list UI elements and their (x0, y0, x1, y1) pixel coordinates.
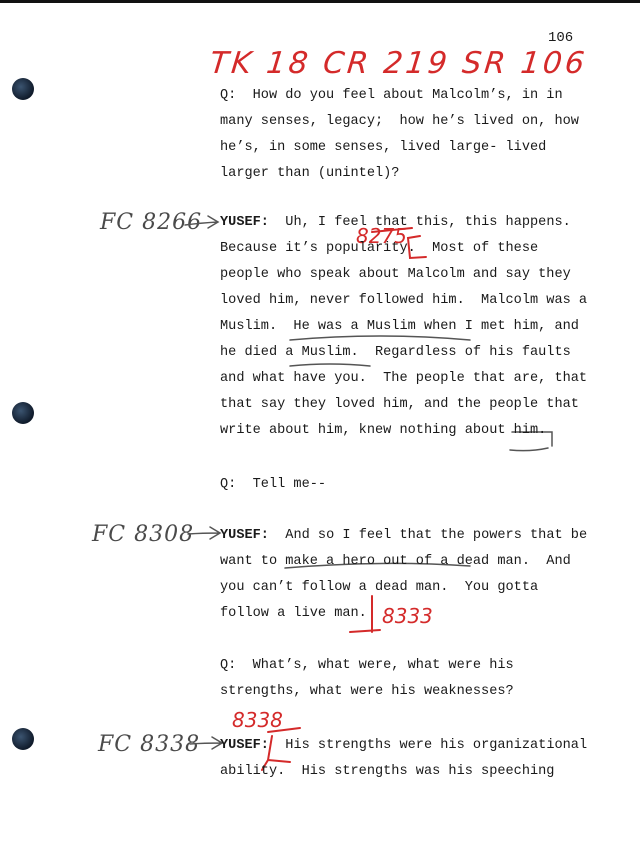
transcript-line: want to make a hero out of a dead man. And (220, 554, 571, 569)
transcript-line: he died a Muslim. Regardless of his faults (220, 345, 571, 360)
transcript-line: Muslim. He was a Muslim when I met him, and (220, 319, 579, 334)
transcript-line: larger than (unintel)? (220, 166, 400, 181)
timecode-8338: 8338 (232, 708, 283, 732)
transcript-line: Because it’s popularity. Most of these (220, 241, 539, 256)
transcript-line: Q: Tell me-- (220, 477, 327, 492)
handwritten-header-note: TK 18 CR 219 SR 106 (208, 46, 589, 81)
transcript-line: that say they loved him, and the people that (220, 397, 579, 412)
transcript-line: people who speak about Malcolm and say they (220, 267, 571, 282)
speaker-label: YUSEF: (220, 528, 269, 543)
transcript-line: follow a live man. (220, 606, 367, 621)
transcript-line: loved him, never followed him. Malcolm was a (220, 293, 588, 308)
transcript-line (220, 529, 587, 543)
transcript-line (220, 216, 571, 230)
transcript-line: he’s, in some senses, lived large- lived (220, 140, 547, 155)
transcript-line: write about him, knew nothing about him. (220, 423, 547, 438)
transcript-text: Uh, I feel that this, this happens. (285, 215, 571, 230)
timecode-8333: 8333 (382, 604, 433, 628)
transcript-text: His strengths were his organizational (285, 738, 588, 753)
transcript-line: Q: What’s, what were, what were his (220, 658, 514, 673)
speaker-label: YUSEF: (220, 738, 269, 753)
margin-note-fc3: FC 8338 (98, 732, 201, 757)
transcript-line: strengths, what were his weaknesses? (220, 684, 514, 699)
speaker-label: YUSEF: (220, 215, 269, 230)
timecode-8275: 8275 (356, 224, 407, 248)
transcript-text: And so I feel that the powers that be (285, 528, 588, 543)
transcript-line: and what have you. The people that are, that (220, 371, 588, 386)
transcript-line (220, 739, 587, 753)
transcript-line: Q: How do you feel about Malcolm’s, in in (220, 88, 563, 103)
page-number: 106 (548, 30, 574, 46)
transcript-line: ability. His strengths was his speeching (220, 764, 555, 779)
transcript-line: you can’t follow a dead man. You gotta (220, 580, 539, 595)
margin-note-fc1: FC 8266 (100, 210, 203, 235)
margin-note-fc2: FC 8308 (92, 522, 195, 547)
transcript-line: many senses, legacy; how he’s lived on, how (220, 114, 579, 129)
